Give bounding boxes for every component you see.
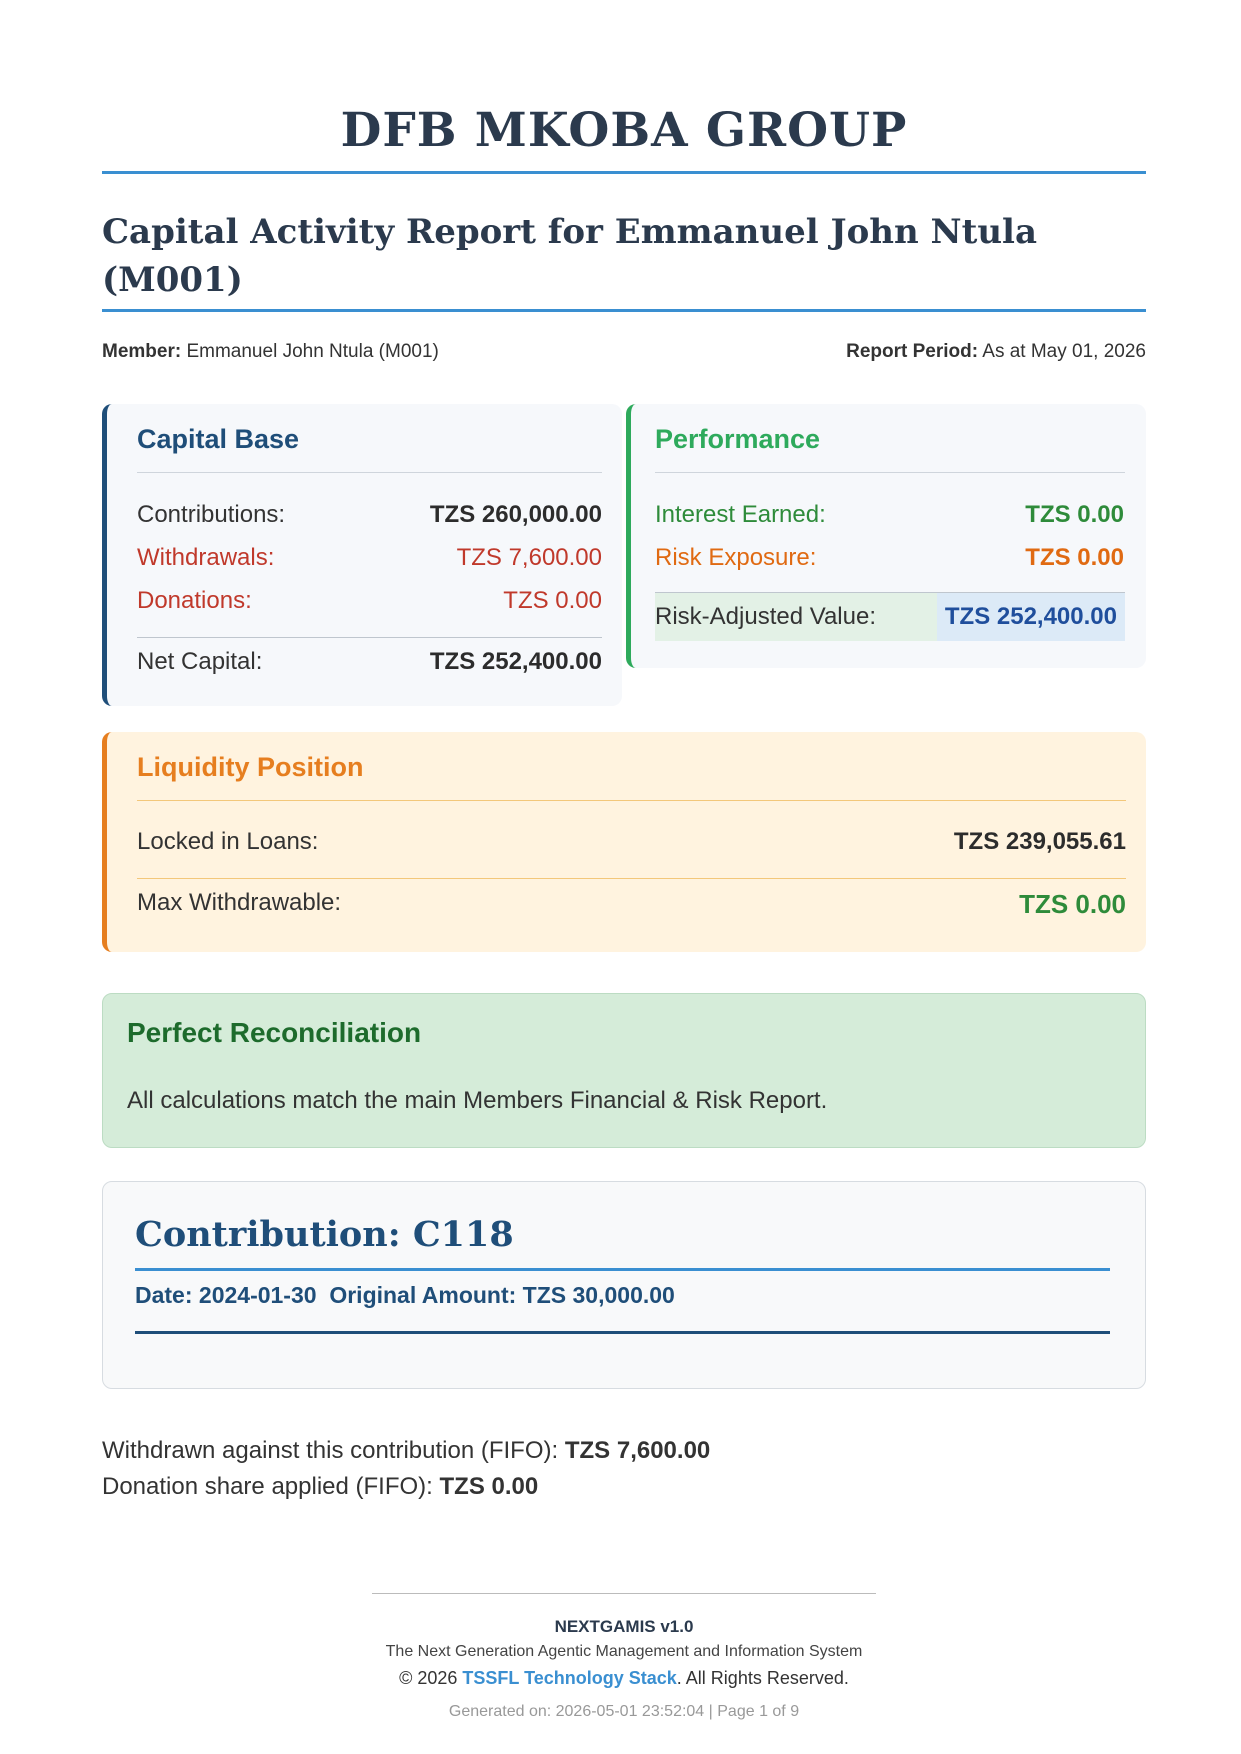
net-capital-value: TZS 252,400.00 xyxy=(429,648,602,675)
fifo-withdrawn-label: Withdrawn against this contribution (FIFO): xyxy=(102,1437,559,1464)
contribution-title: Contribution: C118 xyxy=(135,1214,514,1255)
max-withdrawable-value: TZS 0.00 xyxy=(1019,889,1126,919)
risk-exposure-value: TZS 0.00 xyxy=(1025,544,1124,571)
contribution-box xyxy=(102,1181,1146,1389)
period-meta xyxy=(846,341,1146,363)
footer-copyright xyxy=(102,1668,1146,1689)
member-label: Member: xyxy=(102,341,182,362)
period-label: Report Period: xyxy=(846,341,979,362)
contribution-details: Date: 2024-01-30 Original Amount: TZS 30,000.00 xyxy=(135,1282,675,1308)
fifo-donation-label: Donation share applied (FIFO): xyxy=(102,1473,433,1500)
contributions-value: TZS 260,000.00 xyxy=(429,501,602,528)
report-title: Capital Activity Report for Emmanuel John Ntula (M001) xyxy=(102,212,1037,300)
report-title-divider xyxy=(102,309,1146,312)
liquidity-card xyxy=(102,732,1146,952)
donations-label: Donations: xyxy=(137,587,252,614)
fifo-donation-line xyxy=(102,1473,538,1501)
risk-adjusted-label: Risk-Adjusted Value: xyxy=(655,603,876,630)
company-link[interactable]: TSSFL Technology Stack xyxy=(462,1668,677,1688)
contribution-title-divider xyxy=(135,1268,1110,1271)
locked-loans-label: Locked in Loans: xyxy=(137,828,319,855)
net-capital-label: Net Capital: xyxy=(137,648,263,675)
risk-adjusted-row xyxy=(655,592,1125,641)
performance-title: Performance xyxy=(655,424,821,454)
reconciliation-message: All calculations match the main Members Financial & Risk Report. xyxy=(127,1087,828,1114)
member-value: Emmanuel John Ntula (M001) xyxy=(186,341,439,362)
contribution-details-divider xyxy=(135,1331,1110,1334)
interest-label: Interest Earned: xyxy=(655,501,826,528)
fifo-donation-value: TZS 0.00 xyxy=(439,1473,539,1500)
fifo-withdrawn-line xyxy=(102,1437,710,1465)
risk-adjusted-value: TZS 252,400.00 xyxy=(937,593,1125,641)
liquidity-divider xyxy=(137,800,1126,801)
max-withdrawable-label: Max Withdrawable: xyxy=(137,889,342,916)
liquidity-title: Liquidity Position xyxy=(137,752,364,782)
reconciliation-title: Perfect Reconciliation xyxy=(127,1017,422,1048)
max-withdrawable-divider xyxy=(137,878,1126,879)
footer-divider xyxy=(372,1593,876,1594)
title-divider xyxy=(102,171,1146,174)
footer-product: NEXTGAMIS v1.0 xyxy=(554,1617,694,1636)
copyright-suffix: . All Rights Reserved. xyxy=(676,1668,849,1688)
locked-loans-value: TZS 239,055.61 xyxy=(953,828,1126,855)
capital-base-divider xyxy=(137,472,602,473)
risk-exposure-label: Risk Exposure: xyxy=(655,544,817,571)
interest-value: TZS 0.00 xyxy=(1025,501,1124,528)
reconciliation-box xyxy=(102,993,1146,1148)
capital-base-title: Capital Base xyxy=(137,424,300,454)
performance-card xyxy=(626,404,1146,668)
org-title: DFB MKOBA GROUP xyxy=(340,103,908,158)
performance-divider xyxy=(655,472,1125,473)
footer-tagline: The Next Generation Agentic Management and Information System xyxy=(385,1643,863,1660)
net-capital-divider xyxy=(137,637,602,638)
contributions-label: Contributions: xyxy=(137,501,286,528)
copyright-prefix: © 2026 xyxy=(399,1668,463,1688)
donations-value: TZS 0.00 xyxy=(503,587,602,614)
withdrawals-label: Withdrawals: xyxy=(137,544,275,571)
withdrawals-value: TZS 7,600.00 xyxy=(456,544,602,571)
period-value: As at May 01, 2026 xyxy=(982,341,1146,362)
capital-base-card xyxy=(102,404,622,706)
member-meta xyxy=(102,341,439,363)
footer-generated: Generated on: 2026-05-01 23:52:04 | Page 1 of 9 xyxy=(448,1703,800,1720)
fifo-withdrawn-value: TZS 7,600.00 xyxy=(564,1437,711,1464)
